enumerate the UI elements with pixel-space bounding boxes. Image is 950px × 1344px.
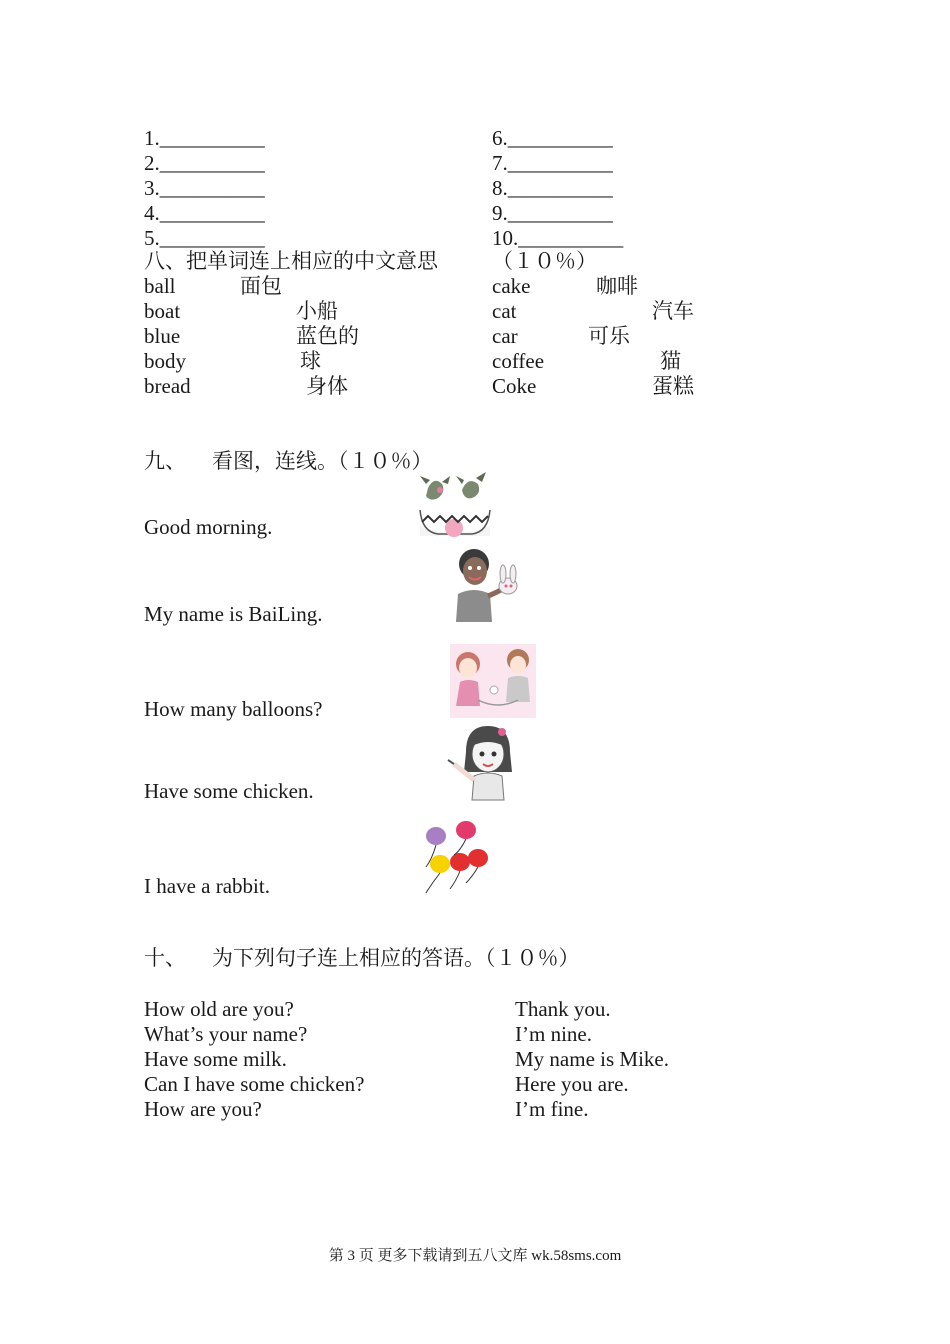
section10-title: 为下列句子连上相应的答语。（１０％） <box>212 946 580 970</box>
meaning-left-4: 球 <box>300 349 321 373</box>
question-3: Have some milk. <box>144 1047 287 1071</box>
sentence-3: How many balloons? <box>144 697 323 721</box>
meaning-right-5: 蛋糕 <box>652 374 694 398</box>
blank-5: 5.__________ <box>144 226 265 250</box>
section9-number: 九、 <box>144 449 186 473</box>
meaning-right-3: 可乐 <box>588 324 630 348</box>
word-body: body <box>144 349 186 373</box>
sentence-5: I have a rabbit. <box>144 874 270 898</box>
question-4: Can I have some chicken? <box>144 1072 365 1096</box>
word-coffee: coffee <box>492 349 545 373</box>
word-ball: ball <box>144 274 176 298</box>
blank-7: 7.__________ <box>492 151 613 175</box>
answer-1: Thank you. <box>515 997 611 1021</box>
blank-6: 6.__________ <box>492 126 613 150</box>
word-boat: boat <box>144 299 181 323</box>
meaning-left-5: 身体 <box>306 374 348 398</box>
question-1: How old are you? <box>144 997 294 1021</box>
blank-3: 3.__________ <box>144 176 265 200</box>
section10-number: 十、 <box>144 946 186 970</box>
word-bread: bread <box>144 374 191 398</box>
meaning-right-4: 猫 <box>660 349 681 373</box>
word-cake: cake <box>492 274 531 298</box>
word-blue: blue <box>144 324 181 348</box>
answer-4: Here you are. <box>515 1072 629 1096</box>
sentence-1: Good morning. <box>144 515 273 539</box>
birds-sunrise-picture <box>418 470 492 536</box>
girl-pointing-picture <box>446 722 522 800</box>
section9-title: 看图，连线。（１０％） <box>212 449 433 473</box>
blank-2: 2.__________ <box>144 151 265 175</box>
section8-title: 八、把单词连上相应的中文意思 <box>144 249 438 273</box>
question-2: What’s your name? <box>144 1022 308 1046</box>
meaning-right-1: 咖啡 <box>596 274 638 298</box>
meaning-left-1: 面包 <box>240 274 282 298</box>
sentence-4: Have some chicken. <box>144 779 314 803</box>
word-cat: cat <box>492 299 517 323</box>
meaning-left-2: 小船 <box>296 299 338 323</box>
balloons-picture <box>420 818 494 896</box>
meaning-left-3: 蓝色的 <box>296 324 359 348</box>
question-5: How are you? <box>144 1097 262 1121</box>
boy-with-rabbit-picture <box>448 546 524 622</box>
blank-9: 9.__________ <box>492 201 613 225</box>
blank-4: 4.__________ <box>144 201 265 225</box>
blank-1: 1.__________ <box>144 126 265 150</box>
two-children-playing-picture <box>450 644 536 718</box>
word-coke: Coke <box>492 374 537 398</box>
blank-10: 10.__________ <box>492 226 624 250</box>
answer-2: I’m nine. <box>515 1022 592 1046</box>
page-footer: 第 3 页 更多下载请到五八文库 wk.58sms.com <box>328 1248 622 1264</box>
word-car: car <box>492 324 518 348</box>
meaning-right-2: 汽车 <box>652 299 694 323</box>
answer-3: My name is Mike. <box>515 1047 669 1071</box>
blank-8: 8.__________ <box>492 176 613 200</box>
sentence-2: My name is BaiLing. <box>144 602 323 626</box>
answer-5: I’m fine. <box>515 1097 589 1121</box>
section8-score: （１０％） <box>492 249 597 273</box>
